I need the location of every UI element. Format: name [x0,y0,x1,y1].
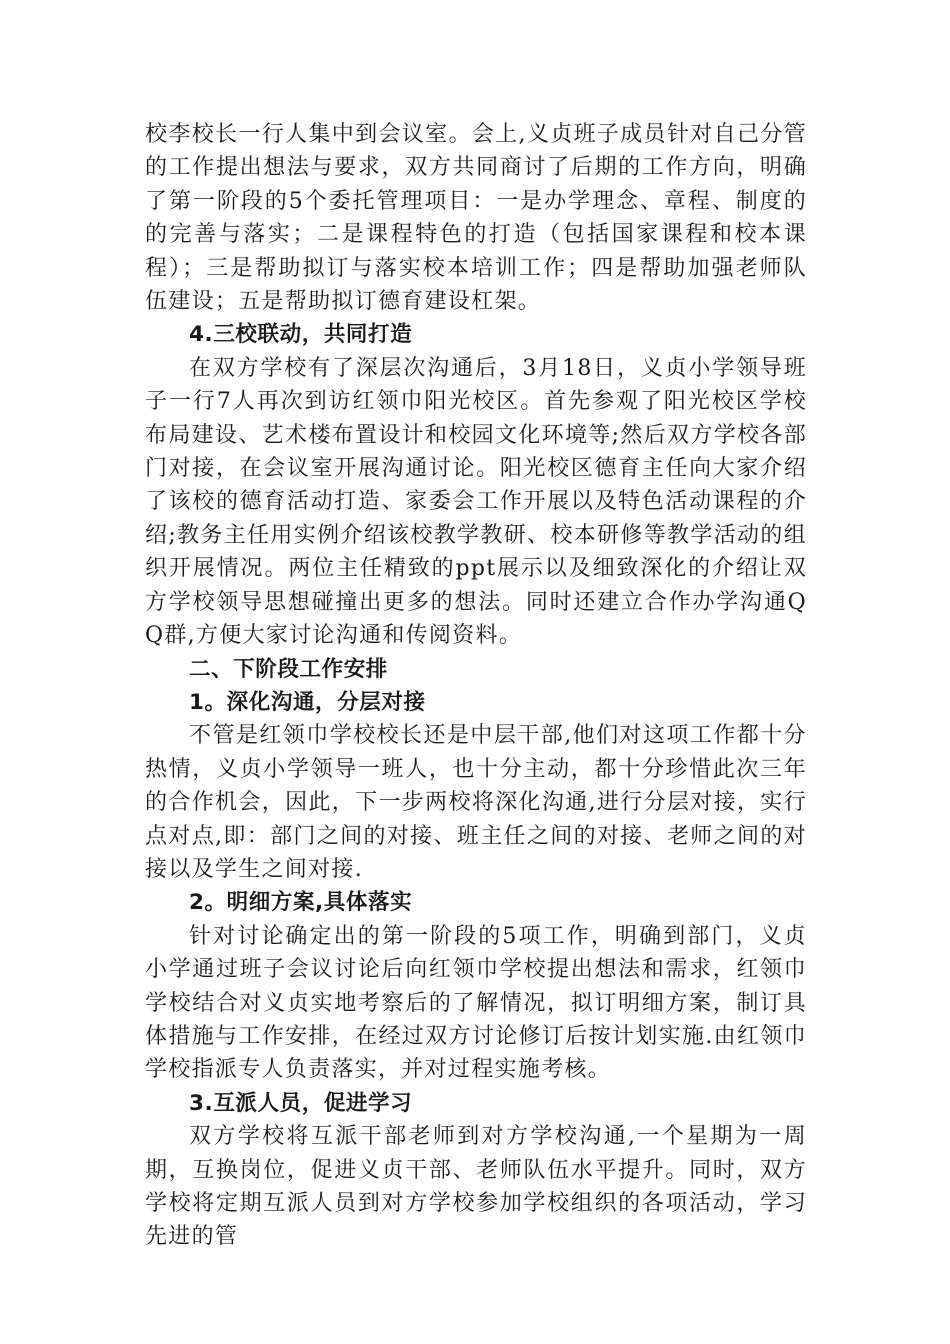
heading-next-stage-plan: 二、下阶段工作安排 [189,656,388,682]
paragraph-continuation: 校李校长一行人集中到会议室。会上,义贞班子成员针对自己分管的工作提出想法与要求，双方共同商讨了后期的工作方向，明确了第一阶段的5个委托管理项目：一是办学理念、章程、制度的的完善与落实；二是课程特色的打造（包括国家课程和校本课程）；三是帮助拟订与落实校本培训工作；四是帮助加强老师队伍建设；五是帮助拟订德育建设杠架。 [145,122,807,315]
paragraph-deepen-communication: 不管是红领巾学校校长还是中层干部,他们对这项工作都十分热情，义贞小学领导一班人，也十分主动，都十分珍惜此次三年的合作机会，因此，下一步两校将深化沟通,进行分层对接，实行点对点,即：部门之间的对接、班主任之间的对接、老师之间的对接以及学生之间对接. [145,723,807,882]
heading-detailed-plan: 2。明细方案,具体落实 [189,890,413,916]
heading-three-school-linkage: 4.三校联动，共同打造 [189,322,413,348]
heading-deepen-communication: 1。深化沟通，分层对接 [189,689,426,715]
document-page [145,118,807,1254]
heading-staff-exchange: 3.互派人员，促进学习 [189,1090,413,1116]
paragraph-three-school-linkage: 在双方学校有了深层次沟通后，3月18日，义贞小学领导班子一行7人再次到访红领巾阳光校区。首先参观了阳光校区学校布局建设、艺术楼布置设计和校园文化环境等;然后双方学校各部门对接，在会议室开展沟通讨论。阳光校区德育主任向大家介绍了该校的德育活动打造、家委会工作开展以及特色活动课程的介绍;教务主任用实例介绍该校教学教研、校本研修等教学活动的组织开展情况。两位主任精致的ppt展示以及细致深化的介绍让双方学校领导思想碰撞出更多的想法。同时还建立合作办学沟通QQ群,方便大家讨论沟通和传阅资料。 [145,355,807,649]
paragraph-staff-exchange: 双方学校将互派干部老师到对方学校沟通,一个星期为一周期，互换岗位，促进义贞干部、老师队伍水平提升。同时，双方学校将定期互派人员到对方学校参加学校组织的各项活动，学习先进的管 [145,1124,807,1250]
paragraph-detailed-plan: 针对讨论确定出的第一阶段的5项工作，明确到部门，义贞小学通过班子会议讨论后向红领巾学校提出想法和需求，红领巾学校结合对义贞实地考察后的了解情况，拟订明细方案，制订具体措施与工作安排，在经过双方讨论修订后按计划实施.由红领巾学校指派专人负责落实，并对过程实施考核。 [145,923,807,1083]
